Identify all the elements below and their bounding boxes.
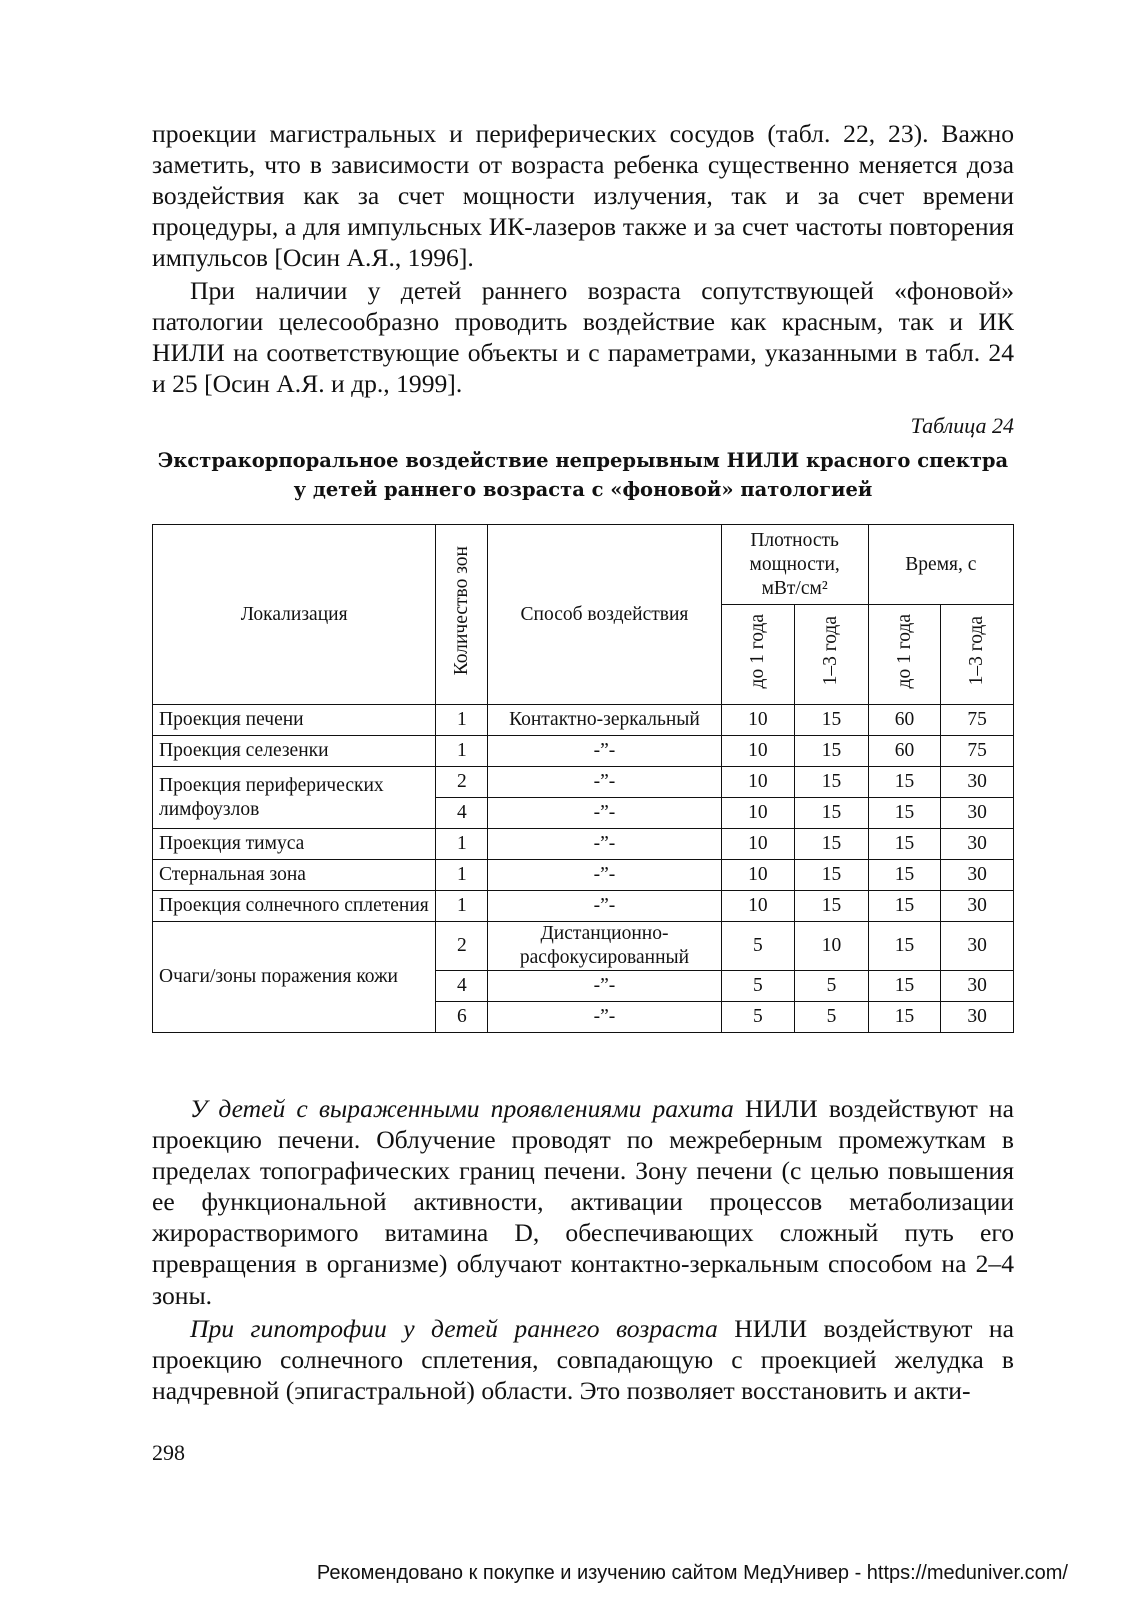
cell-zone-count: 1 [436,736,488,767]
cell-power-under-1: 10 [721,860,795,891]
treatment-table [152,524,1014,1033]
cell-method: -”- [488,798,721,829]
header-time-1-3: 1–3 года [941,605,1014,705]
cell-method: -”- [488,891,721,922]
cell-time-1-3: 30 [941,891,1014,922]
cell-power-under-1: 5 [721,922,795,971]
table-row [153,829,1014,860]
cell-zone-count: 2 [436,922,488,971]
cell-power-1-3: 15 [795,891,869,922]
cell-localization: Проекция печени [153,705,436,736]
cell-time-under-1: 15 [868,891,941,922]
table-row [153,705,1014,736]
header-localization: Локализация [153,525,436,705]
table-row [153,860,1014,891]
cell-method: -”- [488,971,721,1002]
cell-time-under-1: 15 [868,922,941,971]
cell-zone-count: 6 [436,1002,488,1033]
cell-time-1-3: 30 [941,1002,1014,1033]
cell-localization: Проекция селезенки [153,736,436,767]
cell-power-under-1: 10 [721,705,795,736]
table-row [153,922,1014,971]
paragraph-rickets [152,1093,1014,1311]
header-power-under-1: до 1 года [721,605,795,705]
cell-power-under-1: 5 [721,971,795,1002]
table-row [153,736,1014,767]
cell-method: -”- [488,829,721,860]
cell-power-under-1: 10 [721,798,795,829]
cell-time-1-3: 30 [941,922,1014,971]
cell-method: -”- [488,767,721,798]
cell-power-1-3: 15 [795,860,869,891]
cell-time-1-3: 30 [941,860,1014,891]
header-zone-count: Количество зон [436,525,488,705]
header-time: Время, с [868,525,1013,605]
cell-time-1-3: 30 [941,971,1014,1002]
paragraph-hypotrophy [152,1313,1014,1406]
cell-time-1-3: 30 [941,767,1014,798]
cell-time-under-1: 15 [868,798,941,829]
cell-power-1-3: 5 [795,1002,869,1033]
cell-localization: Проекция периферических лимфоузлов [153,767,436,829]
paragraph-rickets-lead: У детей с выраженными проявлениями рахита [190,1094,734,1123]
cell-method: Дистанционно-расфокусированный [488,922,721,971]
cell-zone-count: 1 [436,705,488,736]
cell-power-under-1: 10 [721,767,795,798]
header-power-density: Плотность мощности, мВт/см² [721,525,868,605]
table-title-line-2: у детей раннего возраста с «фоновой» патологией [293,478,873,501]
paragraph-hypotrophy-lead: При гипотрофии у детей раннего возраста [190,1314,718,1343]
cell-method: -”- [488,860,721,891]
cell-zone-count: 4 [436,971,488,1002]
cell-power-under-1: 10 [721,891,795,922]
cell-time-under-1: 60 [868,736,941,767]
cell-power-1-3: 5 [795,971,869,1002]
cell-time-under-1: 15 [868,971,941,1002]
table-row [153,891,1014,922]
cell-power-under-1: 10 [721,829,795,860]
cell-time-under-1: 15 [868,829,941,860]
cell-power-1-3: 15 [795,705,869,736]
table-row [153,767,1014,798]
paragraph-rickets-body: НИЛИ воздействуют на проекцию печени. Облучение проводят по межреберным промежуткам в пределах топографических границ печени. Зону печени (с целью повышения ее функциональной активности, активации процессов метаболизации жирорастворимого витамина D, обеспечивающих сложный путь его превращения в организме) облучают контактно-зеркальным способом на 2–4 зоны. [152,1094,1014,1310]
cell-zone-count: 4 [436,798,488,829]
cell-time-1-3: 30 [941,798,1014,829]
cell-power-1-3: 10 [795,922,869,971]
table-title [152,446,1014,504]
cell-power-1-3: 15 [795,767,869,798]
cell-power-1-3: 15 [795,829,869,860]
cell-power-1-3: 15 [795,736,869,767]
cell-method: Контактно-зеркальный [488,705,721,736]
header-power-1-3: 1–3 года [795,605,869,705]
cell-zone-count: 1 [436,860,488,891]
cell-localization: Проекция тимуса [153,829,436,860]
cell-zone-count: 1 [436,829,488,860]
cell-method: -”- [488,1002,721,1033]
table-label: Таблица 24 [910,413,1014,438]
paragraph-hypotrophy-body: НИЛИ воздействуют на проекцию солнечного сплетения, совпадающую с проекцией желудка в надчревной (эпигастральной) области. Это позволяет восстановить и акти- [152,1314,1014,1406]
paragraph-background-pathology: При наличии у детей раннего возраста сопутствующей «фоновой» патологии целесообразно проводить воздействие как красным, так и ИК НИЛИ на соответствующие объекты и с параметрами, указанными в табл. 24 и 25 [Осин А.Я. и др., 1999]. [152,276,1014,399]
cell-power-under-1: 5 [721,1002,795,1033]
cell-power-1-3: 15 [795,798,869,829]
cell-localization: Проекция солнечного сплетения [153,891,436,922]
cell-zone-count: 1 [436,891,488,922]
header-method: Способ воздействия [488,525,721,705]
cell-time-1-3: 30 [941,829,1014,860]
cell-time-1-3: 75 [941,736,1014,767]
table-title-line-1: Экстракорпоральное воздействие непрерывным НИЛИ красного спектра [157,449,1009,472]
cell-localization: Очаги/зоны поражения кожи [153,922,436,1033]
footer-note: Рекомендовано к покупке и изучению сайтом МедУнивер - https://meduniver.com/ [316,1562,1068,1584]
cell-power-under-1: 10 [721,736,795,767]
cell-time-under-1: 15 [868,767,941,798]
cell-time-under-1: 60 [868,705,941,736]
cell-method: -”- [488,736,721,767]
cell-localization: Стернальная зона [153,860,436,891]
cell-zone-count: 2 [436,767,488,798]
cell-time-under-1: 15 [868,860,941,891]
cell-time-under-1: 15 [868,1002,941,1033]
header-time-under-1: до 1 года [868,605,941,705]
cell-time-1-3: 75 [941,705,1014,736]
page-number: 298 [152,1440,185,1465]
paragraph-continued: проекции магистральных и периферических сосудов (табл. 22, 23). Важно заметить, что в зависимости от возраста ребенка существенно меняется доза воздействия как за счет мощности излучения, так и за счет времени процедуры, а для импульсных ИК-лазеров также и за счет частоты повторения импульсов [Осин А.Я., 1996]. [152,119,1014,273]
